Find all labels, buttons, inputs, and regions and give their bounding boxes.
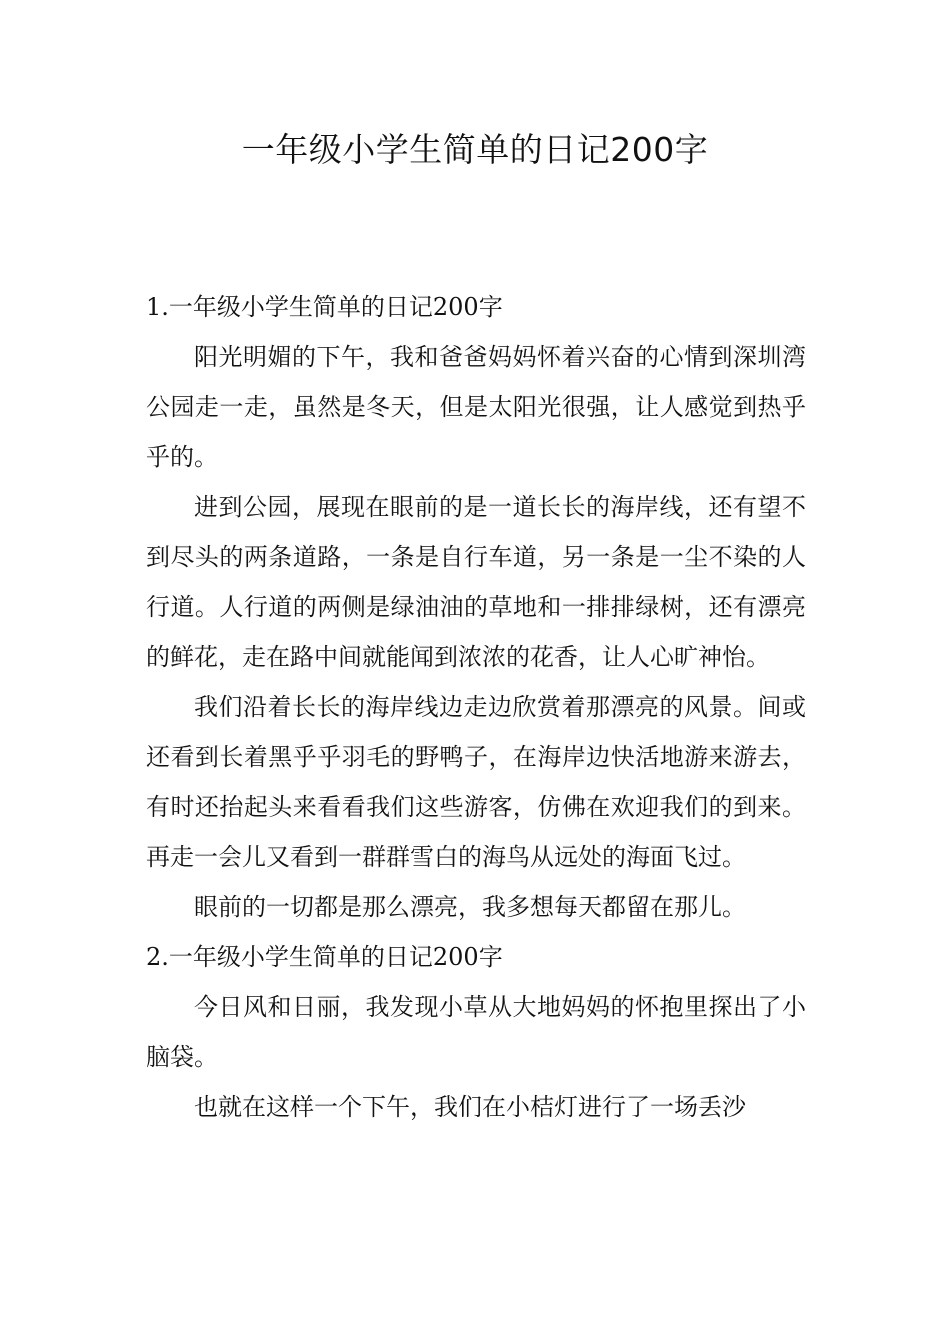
document-title: 一年级小学生简单的日记200字 (241, 130, 709, 169)
paragraph-1-2: 进到公园，展现在眼前的是一道长长的海岸线，还有望不到尽头的两条道路，一条是自行车道，另一条是一尘不染的人行道。人行道的两侧是绿油油的草地和一排排绿树，还有漂亮的鲜花，走在路中间就能闻到浓浓的花香，让人心旷神怡。 (146, 493, 806, 671)
paragraph-2-2: 也就在这样一个下午，我们在小桔灯进行了一场丢沙 (194, 1093, 746, 1121)
paragraph-2-1: 今日风和日丽，我发现小草从大地妈妈的怀抱里探出了小脑袋。 (146, 993, 806, 1071)
paragraph-1-3: 我们沿着长长的海岸线边走边欣赏着那漂亮的风景。间或还看到长着黑乎乎羽毛的野鸭子，在海岸边快活地游来游去，有时还抬起头来看看我们这些游客，仿佛在欢迎我们的到来。再走一会儿又看到一群群雪白的海鸟从远处的海面飞过。 (146, 693, 806, 871)
section-heading-1: 1.一年级小学生简单的日记200字 (146, 293, 503, 321)
document-body (146, 282, 806, 1132)
paragraph-1-4: 眼前的一切都是那么漂亮，我多想每天都留在那儿。 (194, 893, 746, 921)
paragraph-1-1: 阳光明媚的下午，我和爸爸妈妈怀着兴奋的心情到深圳湾公园走一走，虽然是冬天，但是太阳光很强，让人感觉到热乎乎的。 (146, 343, 806, 471)
section-heading-2: 2.一年级小学生简单的日记200字 (146, 943, 503, 971)
